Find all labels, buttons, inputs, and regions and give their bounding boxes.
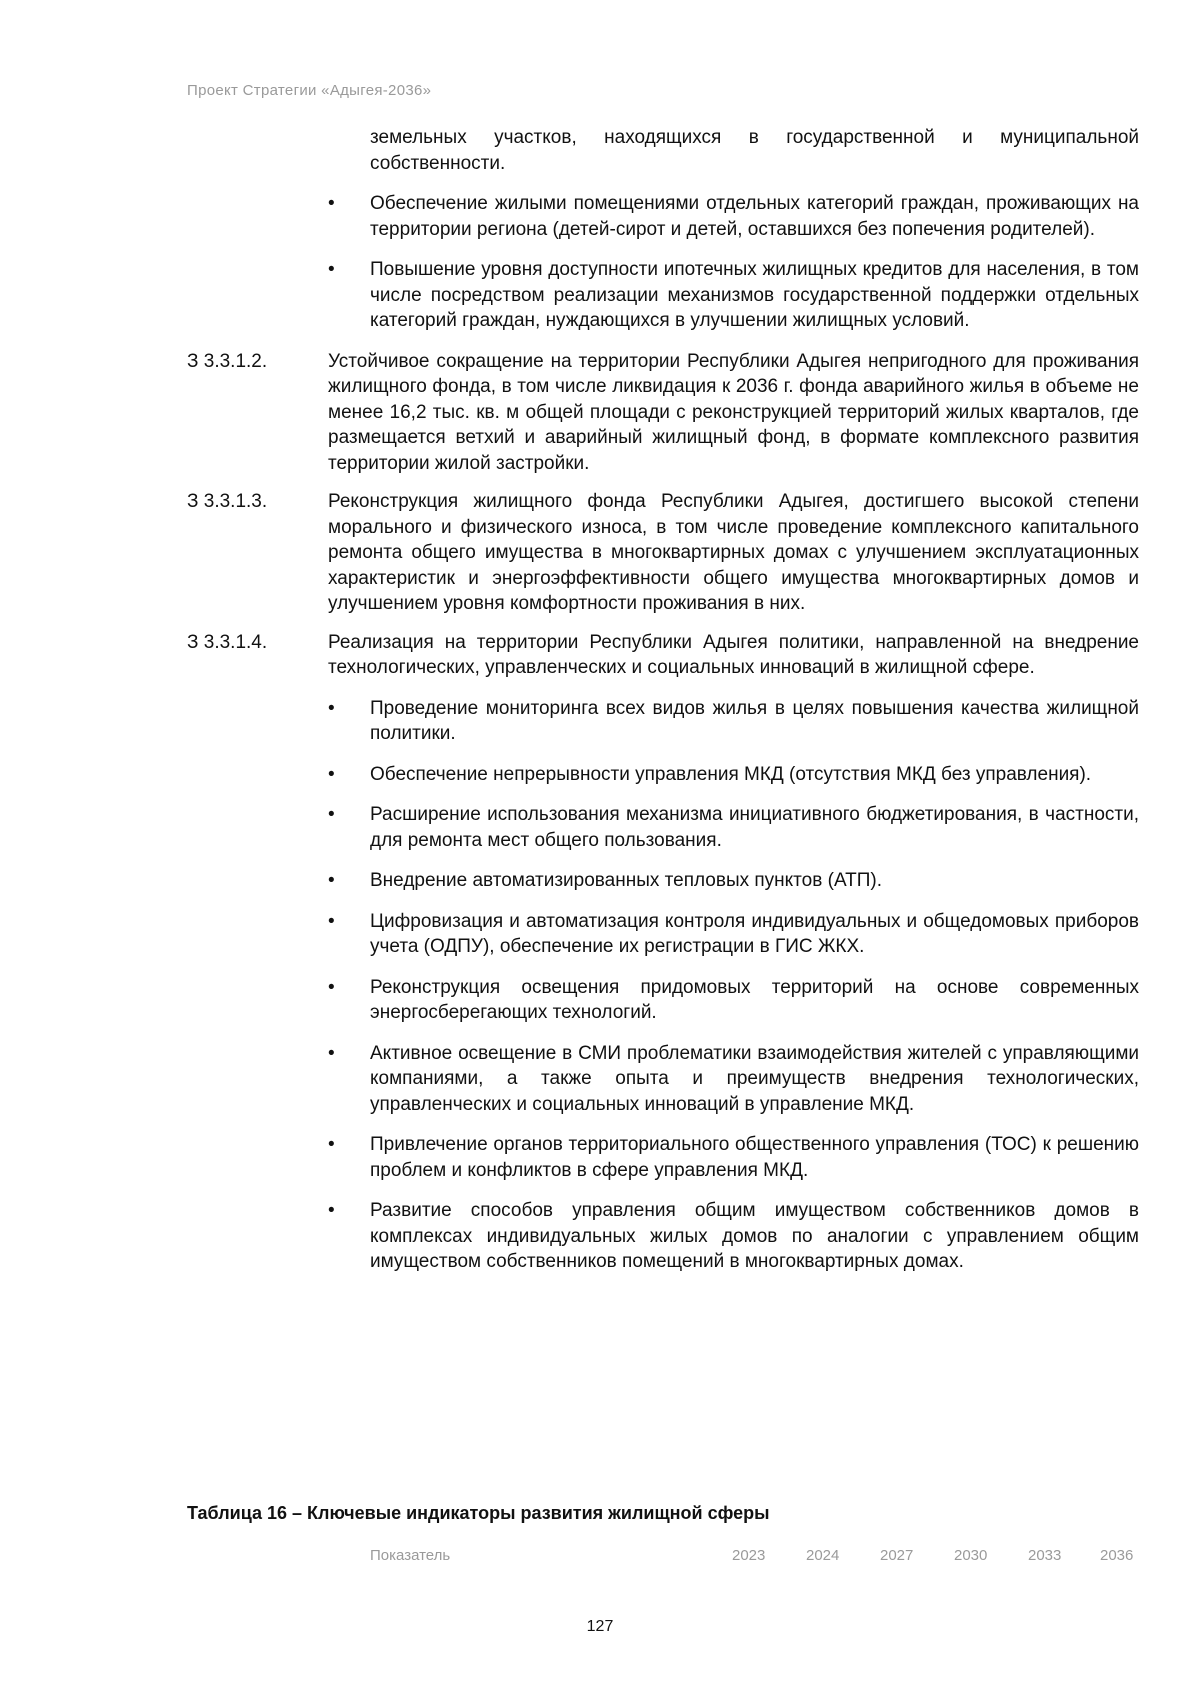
goal-number: З 3.3.1.3. xyxy=(187,491,268,512)
list-item xyxy=(187,802,1139,853)
bullet-icon: • xyxy=(328,1200,335,1221)
goal-text: Реализация на территории Республики Адыгея политики, направленной на внедрение технологических, управленческих и социальных инноваций в жилищной сфере. xyxy=(328,631,1139,678)
bullet-icon: • xyxy=(328,697,335,719)
goal-bullet-list xyxy=(187,696,1139,1275)
year-column-header: 2024 xyxy=(806,1547,840,1564)
list-item-text: Активное освещение в СМИ проблематики взаимодействия жителей с управляющими компаниями, а также опыта и преимуществ внедрения технологических, управленческих и социальных инноваций в управление МКД. xyxy=(370,1042,1139,1115)
bullet-icon: • xyxy=(328,763,335,785)
list-item xyxy=(187,257,1139,334)
list-item-text: Обеспечение непрерывности управления МКД (отсутствия МКД без управления). xyxy=(370,763,1092,785)
goal-item xyxy=(187,349,1139,477)
bullet-icon: • xyxy=(328,976,335,998)
list-item-text: Обеспечение жилыми помещениями отдельных категорий граждан, проживающих на территории региона (детей-сирот и детей, оставшихся без попечения родителей). xyxy=(370,193,1139,240)
page-number: 127 xyxy=(586,1618,614,1635)
list-item-text: Цифровизация и автоматизация контроля индивидуальных и общедомовых приборов учета (ОДПУ), обеспечение их регистрации в ГИС ЖКХ. xyxy=(370,910,1139,957)
bullet-icon: • xyxy=(328,1042,335,1064)
bullet-icon: • xyxy=(328,259,335,280)
list-item xyxy=(187,868,1139,894)
running-header: Проект Стратегии «Адыгея-2036» xyxy=(187,82,432,99)
bullet-icon: • xyxy=(328,193,335,214)
list-item xyxy=(187,1198,1139,1275)
list-item-text: Повышение уровня доступности ипотечных жилищных кредитов для населения, в том числе посредством реализации механизмов государственной поддержки отдельных категорий граждан, нуждающихся в улучшении жилищных условий. xyxy=(370,259,1139,331)
year-column-header: 2033 xyxy=(1028,1547,1062,1564)
bullet-icon: • xyxy=(328,910,335,932)
list-item-text: Привлечение органов территориального общественного управления (ТОС) к решению проблем и конфликтов в сфере управления МКД. xyxy=(370,1134,1139,1181)
goal-number: З 3.3.1.2. xyxy=(187,350,268,372)
intro-continuation: земельных участков, находящихся в государственной и муниципальной собственности. xyxy=(370,127,1139,174)
goal-number: З 3.3.1.4. xyxy=(187,631,268,653)
list-item-text: Внедрение автоматизированных тепловых пунктов (АТП). xyxy=(370,870,882,891)
table-column-header: Показатель xyxy=(370,1547,451,1564)
list-item-text: Реконструкция освещения придомовых территорий на основе современных энергосберегающих технологий. xyxy=(370,976,1139,1023)
year-column-header: 2036 xyxy=(1100,1547,1134,1564)
list-item xyxy=(187,696,1139,747)
list-item xyxy=(187,191,1139,242)
year-column-header: 2027 xyxy=(880,1547,914,1564)
goal-item xyxy=(187,489,1139,617)
top-bullet-list xyxy=(187,191,1139,334)
document-body xyxy=(187,125,1139,1290)
list-item-text: Развитие способов управления общим имуществом собственников домов в комплексах индивидуальных жилых домов по аналогии с управлением общим имуществом собственников помещений в многоквартирных домах. xyxy=(370,1200,1139,1272)
bullet-icon: • xyxy=(328,1134,335,1155)
bullet-icon: • xyxy=(328,804,335,825)
list-item xyxy=(187,762,1139,788)
list-item xyxy=(187,975,1139,1026)
goal-text: Реконструкция жилищного фонда Республики Адыгея, достигшего высокой степени морального и физического износа, в том числе проведение комплексного капитального ремонта общего имущества в многоквартирных домах с улучшением эксплуатационных характеристик и энергоэффективности общего имущества многоквартирных домов и улучшением уровня комфортности проживания в них. xyxy=(328,491,1139,614)
goal-item xyxy=(187,630,1139,681)
goal-text: Устойчивое сокращение на территории Республики Адыгея непригодного для проживания жилищного фонда, в том числе ликвидация к 2036 г. фонда аварийного жилья в объеме не менее 16,2 тыс. кв. м общей площади с реконструкцией территорий жилых кварталов, где размещается ветхий и аварийный жилищный фонд, в формате комплексного развития территории жилой застройки. xyxy=(328,350,1139,474)
table-header-row xyxy=(187,1547,1139,1571)
list-item xyxy=(187,909,1139,960)
list-item-text: Проведение мониторинга всех видов жилья в целях повышения качества жилищной политики. xyxy=(370,697,1139,744)
list-item xyxy=(187,1041,1139,1118)
list-item-text: Расширение использования механизма инициативного бюджетирования, в частности, для ремонта мест общего пользования. xyxy=(370,804,1139,851)
list-item xyxy=(187,1132,1139,1183)
bullet-icon: • xyxy=(328,870,335,891)
table-caption: Таблица 16 – Ключевые индикаторы развития жилищной сферы xyxy=(187,1503,770,1523)
year-column-header: 2030 xyxy=(954,1547,988,1564)
year-column-header: 2023 xyxy=(732,1547,766,1564)
